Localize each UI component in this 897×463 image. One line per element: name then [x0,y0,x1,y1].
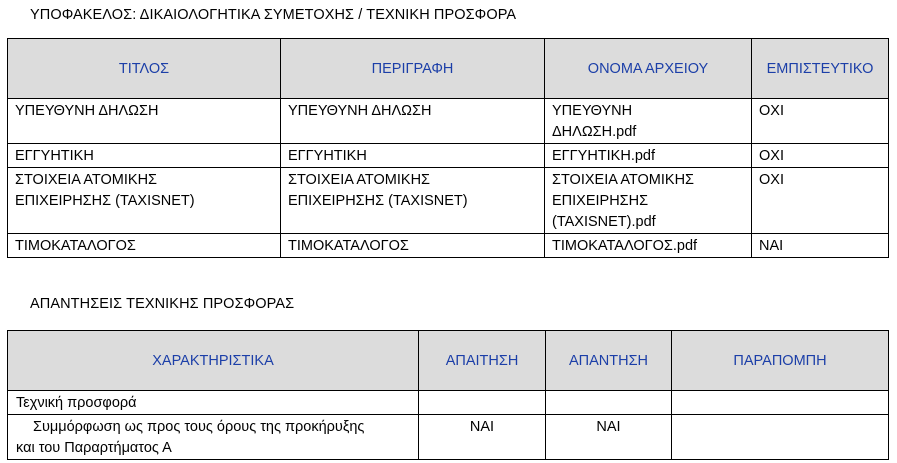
cell-description: ΤΙΜΟΚΑΤΑΛΟΓΟΣ [281,234,545,258]
table-row [8,415,889,460]
cell-reference [672,415,889,460]
table-row [8,99,889,144]
cell-title: ΕΓΓΥΗΤΙΚΗ [8,144,281,168]
documents-header-row [8,39,889,99]
cell-filename: ΣΤΟΙΧΕΙΑ ΑΤΟΜΙΚΗΣ ΕΠΙΧΕΙΡΗΣΗΣ (TAXISNET).pdf [545,168,752,234]
table-row [8,144,889,168]
documents-table [7,38,889,258]
technical-answers-table [7,330,889,460]
header-features: ΧΑΡΑΚΤΗΡΙΣΤΙΚΑ [8,331,419,391]
cell-confidential: ΝΑΙ [752,234,889,258]
cell-title: ΣΤΟΙΧΕΙΑ ΑΤΟΜΙΚΗΣ ΕΠΙΧΕΙΡΗΣΗΣ (TAXISNET) [8,168,281,234]
cell-confidential: ΟΧΙ [752,144,889,168]
header-description: ΠΕΡΙΓΡΑΦΗ [281,39,545,99]
table-row [8,234,889,258]
cell-description: ΕΓΓΥΗΤΙΚΗ [281,144,545,168]
cell-confidential: ΟΧΙ [752,99,889,144]
cell-filename: ΕΓΓΥΗΤΙΚΗ.pdf [545,144,752,168]
table-row [8,168,889,234]
cell-description: ΥΠΕΥΘΥΝΗ ΔΗΛΩΣΗ [281,99,545,144]
section-title-documents: ΥΠΟΦΑΚΕΛΟΣ: ΔΙΚΑΙΟΛΟΓΗΤΙΚΑ ΣΥΜΕΤΟΧΗΣ / ΤΕΧΝΙΚΗ ΠΡΟΣΦΟΡΑ [30,7,517,23]
header-reference: ΠΑΡΑΠΟΜΠΗ [672,331,889,391]
table-row [8,391,889,415]
cell-filename: ΥΠΕΥΘΥΝΗ ΔΗΛΩΣΗ.pdf [545,99,752,144]
cell-answer: ΝΑΙ [546,415,672,460]
cell-feature: Τεχνική προσφορά [8,391,419,415]
section-title-technical-answers: ΑΠΑΝΤΗΣΕΙΣ ΤΕΧΝΙΚΗΣ ΠΡΟΣΦΟΡΑΣ [30,296,295,312]
header-answer: ΑΠΑΝΤΗΣΗ [546,331,672,391]
cell-confidential: ΟΧΙ [752,168,889,234]
cell-requirement [419,391,546,415]
header-filename: ΟΝΟΜΑ ΑΡΧΕΙΟΥ [545,39,752,99]
header-requirement: ΑΠΑΙΤΗΣΗ [419,331,546,391]
cell-title: ΤΙΜΟΚΑΤΑΛΟΓΟΣ [8,234,281,258]
cell-filename: ΤΙΜΟΚΑΤΑΛΟΓΟΣ.pdf [545,234,752,258]
header-confidential: ΕΜΠΙΣΤΕΥΤΙΚΟ [752,39,889,99]
answers-header-row [8,331,889,391]
header-title: ΤΙΤΛΟΣ [8,39,281,99]
cell-answer [546,391,672,415]
cell-feature: Συμμόρφωση ως προς τους όρους της προκήρυξης και του Παραρτήματος Α [8,415,419,460]
cell-reference [672,391,889,415]
cell-requirement: ΝΑΙ [419,415,546,460]
cell-title: ΥΠΕΥΘΥΝΗ ΔΗΛΩΣΗ [8,99,281,144]
cell-description: ΣΤΟΙΧΕΙΑ ΑΤΟΜΙΚΗΣ ΕΠΙΧΕΙΡΗΣΗΣ (TAXISNET) [281,168,545,234]
